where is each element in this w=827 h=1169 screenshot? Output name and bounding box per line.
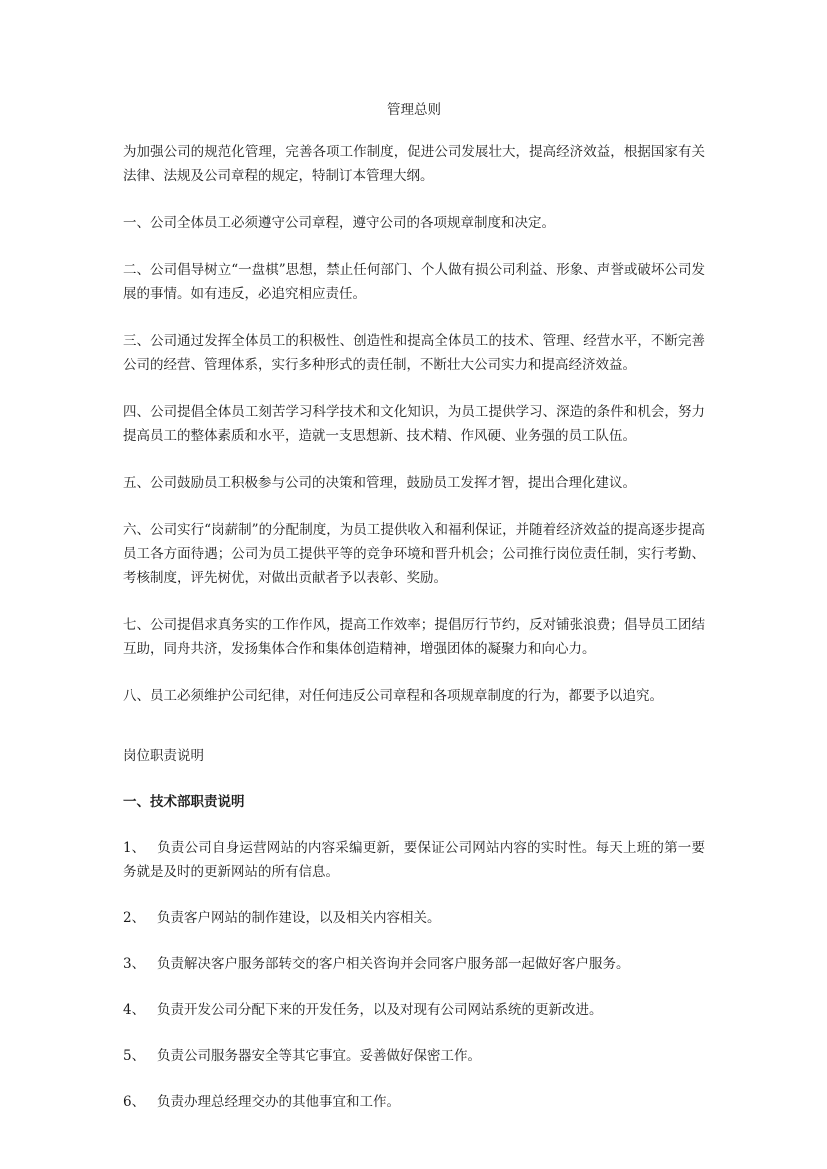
duty-item-6	[123, 1090, 705, 1114]
duty-number: 6、	[123, 1094, 146, 1110]
rule-1: 一、公司全体员工必须遵守公司章程，遵守公司的各项规章制度和决定。	[123, 215, 555, 231]
rule-8: 八、员工必须维护公司纪律，对任何违反公司章程和各项规章制度的行为，都要予以追究。	[123, 688, 663, 704]
document-title: 管理总则	[387, 102, 441, 118]
rule-7: 七、公司提倡求真务实的工作作风，提高工作效率；提倡厉行节约，反对铺张浪费；倡导员工团结互助，同舟共济，发扬集体合作和集体创造精神，增强团体的凝聚力和向心力。	[123, 617, 705, 657]
document-page	[123, 96, 705, 1136]
duty-text: 负责解决客户服务部转交的客户相关咨询并会同客户服务部一起做好客户服务。	[157, 956, 630, 972]
rule-3: 三、公司通过发挥全体员工的积极性、创造性和提高全体员工的技术、管理、经营水平，不断完善公司的经营、管理体系，实行多种形式的责任制，不断壮大公司实力和提高经济效益。	[123, 333, 705, 373]
duty-text: 负责公司服务器安全等其它事宜。妥善做好保密工作。	[157, 1048, 481, 1064]
duty-text: 负责公司自身运营网站的内容采编更新，要保证公司网站内容的实时性。每天上班的第一要务就是及时的更新网站的所有信息。	[123, 840, 705, 880]
duty-number: 5、	[123, 1048, 146, 1064]
rule-2: 二、公司倡导树立“一盘棋”思想，禁止任何部门、个人做有损公司利益、形象、声誉或破坏公司发展的事情。如有违反，必追究相应责任。	[123, 262, 705, 302]
dept-title: 一、技术部职责说明	[123, 794, 245, 810]
duty-item-2	[123, 906, 705, 930]
duty-item-5	[123, 1044, 705, 1068]
duty-item-4	[123, 998, 705, 1022]
rule-5: 五、公司鼓励员工积极参与公司的决策和管理，鼓励员工发挥才智，提出合理化建议。	[123, 475, 636, 491]
rule-6: 六、公司实行“岗薪制”的分配制度，为员工提供收入和福利保证，并随着经济效益的提高逐步提高员工各方面待遇；公司为员工提供平等的竞争环境和晋升机会；公司推行岗位责任制，实行考勤、考核制度，评先树优，对做出贡献者予以表彰、奖励。	[123, 522, 705, 586]
duty-number: 4、	[123, 1002, 146, 1018]
duty-text: 负责开发公司分配下来的开发任务，以及对现有公司网站系统的更新改进。	[157, 1002, 603, 1018]
duty-number: 1、	[123, 840, 146, 856]
intro-paragraph: 为加强公司的规范化管理，完善各项工作制度，促进公司发展壮大，提高经济效益，根据国家有关法律、法规及公司章程的规定，特制订本管理大纲。	[123, 144, 705, 184]
duty-number: 2、	[123, 910, 146, 926]
duty-item-1	[123, 836, 705, 884]
duty-text: 负责客户网站的制作建设，以及相关内容相关。	[157, 910, 441, 926]
duty-item-3	[123, 952, 705, 976]
duty-text: 负责办理总经理交办的其他事宜和工作。	[157, 1094, 400, 1110]
rule-4: 四、公司提倡全体员工刻苦学习科学技术和文化知识，为员工提供学习、深造的条件和机会，努力提高员工的整体素质和水平，造就一支思想新、技术精、作风硬、业务强的员工队伍。	[123, 404, 705, 444]
section-title: 岗位职责说明	[123, 748, 204, 764]
duty-number: 3、	[123, 956, 146, 972]
